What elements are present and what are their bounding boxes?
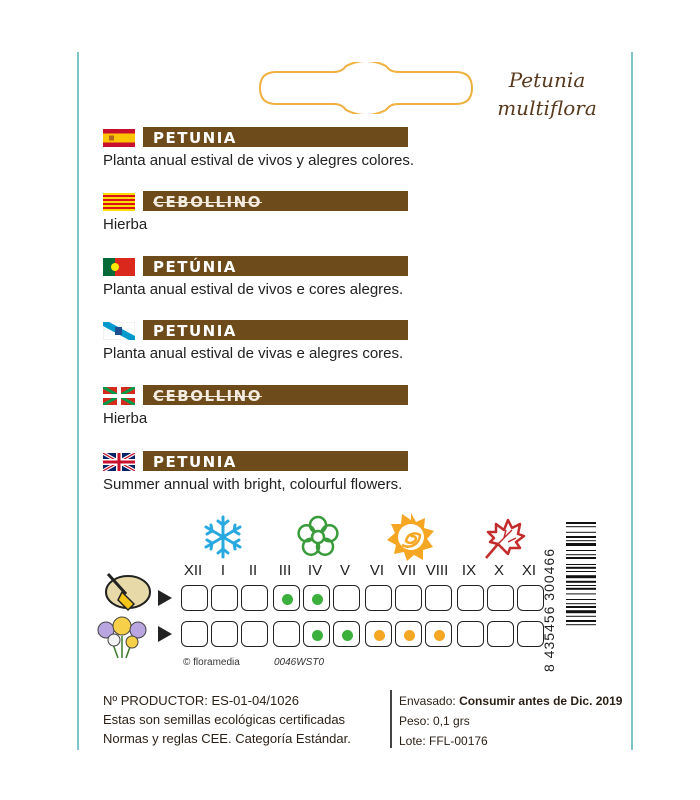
orange-dot [404, 630, 415, 641]
month-labels [180, 562, 550, 582]
catalonia-flag-icon [103, 193, 135, 211]
footer-divider [390, 690, 392, 748]
galicia-flag-icon [103, 322, 135, 340]
producer-note-2: Normas y reglas CEE. Categoría Estándar. [103, 731, 351, 746]
lang-block-ca [103, 190, 573, 233]
month-cell [211, 585, 238, 611]
month-cell [303, 585, 330, 611]
month-cell [303, 621, 330, 647]
lang-block-eu [103, 384, 573, 427]
month-label: I [220, 562, 226, 579]
lang-name: PETUNIA [153, 322, 237, 340]
envasado-value: Consumir antes de Dic. 2019 [459, 694, 623, 708]
month-label: X [493, 562, 504, 579]
month-cell [457, 585, 484, 611]
species-line-2: multiflora [497, 96, 597, 120]
flower-bouquet-icon [92, 614, 152, 660]
producer-note-1: Estas son semillas ecológicas certificadas [103, 712, 346, 727]
flowering-row-arrow [158, 626, 172, 642]
print-code: 0046WST0 [274, 657, 325, 668]
lang-block-es [103, 126, 573, 169]
month-cell [241, 585, 268, 611]
month-cell [487, 585, 514, 611]
basque-flag-icon [103, 387, 135, 405]
month-label: V [339, 562, 350, 579]
month-cell [487, 621, 514, 647]
month-cell [181, 585, 208, 611]
month-label: IX [461, 562, 477, 579]
lang-description: Hierba [103, 216, 148, 233]
month-cell [273, 621, 300, 647]
month-cell [395, 585, 422, 611]
lang-description: Summer annual with bright, colourful flowers. [103, 476, 403, 493]
month-cell [365, 621, 392, 647]
month-cell [333, 621, 360, 647]
month-label: VI [369, 562, 385, 579]
month-cell [211, 621, 238, 647]
green-dot [342, 630, 353, 641]
month-label: VII [397, 562, 417, 579]
lang-name: PETUNIA [153, 453, 237, 471]
month-cell [273, 585, 300, 611]
barcode-number: 8 435456 300466 [541, 548, 557, 672]
sun-icon [386, 512, 436, 562]
portugal-flag-icon [103, 258, 135, 276]
month-label: XI [521, 562, 537, 579]
lang-description: Planta anual estival de vivos y alegres colores. [103, 152, 415, 169]
left-edge-line [77, 52, 79, 750]
lang-description: Planta anual estival de vivas e alegres cores. [103, 345, 404, 362]
orange-dot [434, 630, 445, 641]
lang-name: PETUNIA [153, 129, 237, 147]
flower-icon [295, 514, 341, 560]
species-name [482, 66, 612, 122]
month-cell [517, 621, 544, 647]
green-dot [312, 594, 323, 605]
month-cell [457, 621, 484, 647]
lot-number: Lote: FFL-00176 [399, 734, 488, 748]
orange-dot [374, 630, 385, 641]
lang-block-en [103, 450, 573, 493]
green-dot [312, 630, 323, 641]
lang-name: CEBOLLINO [153, 193, 262, 211]
sowing-shovel-icon [100, 570, 152, 612]
green-dot [282, 594, 293, 605]
month-cell [395, 621, 422, 647]
autumn-leaf-icon [478, 514, 528, 562]
snowflake-icon [200, 514, 246, 560]
weight: Peso: 0,1 grs [399, 714, 470, 728]
floramedia-credit: © floramedia [183, 657, 240, 668]
producer-number: Nº PRODUCTOR: ES-01-04/1026 [103, 693, 299, 708]
month-label: IV [307, 562, 323, 579]
uk-flag-icon [103, 453, 135, 471]
lang-name: CEBOLLINO [153, 387, 262, 405]
lang-block-gl [103, 319, 573, 362]
lang-block-pt [103, 255, 573, 298]
month-label: XII [183, 562, 203, 579]
hang-hole-outline [256, 62, 476, 114]
month-cell [517, 585, 544, 611]
month-cell [333, 585, 360, 611]
month-cell [365, 585, 392, 611]
sowing-row-arrow [158, 590, 172, 606]
lang-description: Planta anual estival de vivos e cores alegres. [103, 281, 404, 298]
spain-flag-icon [103, 129, 135, 147]
month-label: VIII [425, 562, 449, 579]
species-line-1: Petunia [508, 68, 586, 92]
month-cell [425, 585, 452, 611]
barcode-icon [566, 520, 614, 670]
envasado-label: Envasado: [399, 694, 456, 708]
right-edge-line [631, 52, 633, 750]
packaging-date [399, 694, 622, 708]
month-label: II [248, 562, 258, 579]
month-label: III [278, 562, 292, 579]
lang-description: Hierba [103, 410, 148, 427]
month-cell [425, 621, 452, 647]
month-cell [241, 621, 268, 647]
month-cell [181, 621, 208, 647]
lang-name: PETÚNIA [153, 258, 237, 276]
